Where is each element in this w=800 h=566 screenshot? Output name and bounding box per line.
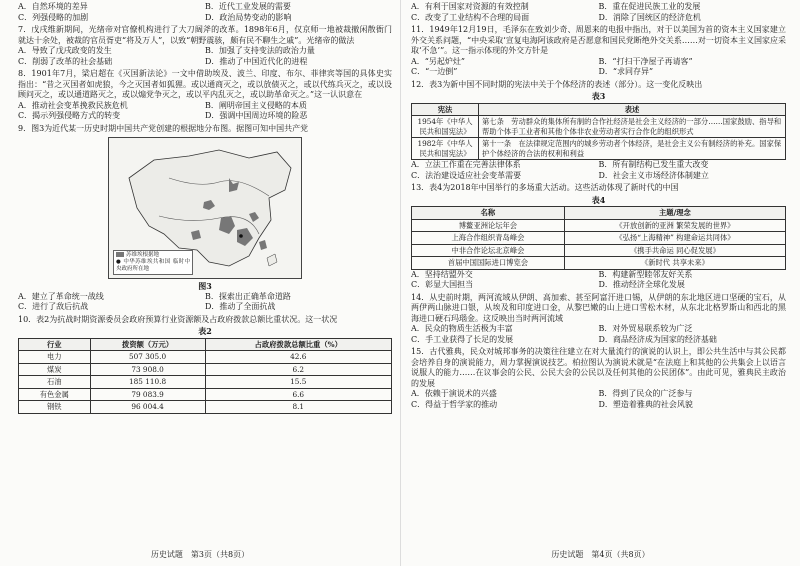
question-8 [18, 69, 392, 122]
prev-question-options-row1 [411, 2, 786, 13]
table-cell: 上海合作组织青岛峰会 [412, 232, 565, 245]
question-12 [411, 80, 786, 182]
question-14-options-row1 [411, 324, 786, 335]
question-9 [18, 124, 392, 313]
table-cell: 《开放创新的亚洲 繁荣发展的世界》 [564, 219, 785, 232]
question-12-options-row1 [411, 160, 786, 171]
q15-option-b[interactable]: B．得到了民众的广泛参与 [598, 389, 693, 398]
table-cell: 73 908.0 [90, 363, 205, 376]
question-8-text: 8．1901年7月，梁启超在《灭国新法论》一文中借助埃及、波兰、印度、布尔、菲律宾等国的具体史实指出：“昔之灭国者如虎狼，今之灭国者如狐狸。或以通商灭之，或以放债灭之，或以代练兵灭之，或以设顾问灭之，或以通道路灭之，或以煽党争灭之，或以平内乱灭之，或以助革命灭之。”这一认识意在 [18, 69, 392, 99]
table-row [412, 219, 786, 232]
question-10-text: 10．表2为抗战时期资源委员会政府预算行业资源额及占政府拨款总额比重状况。这一状况 [18, 314, 338, 324]
q8-option-b[interactable]: B．阐明帝国主义侵略的本质 [205, 100, 307, 110]
table-header-row [19, 338, 392, 351]
q11-option-a[interactable]: A．“另起炉灶” [411, 56, 465, 66]
table-row [412, 244, 786, 257]
q15-option-c[interactable]: C．得益于哲学家的推动 [411, 399, 498, 409]
table-cell: 第七条 劳动群众的集体所有制的合作社经济是社会主义经济的一部分……国家鼓励、指导和帮助个体手工业者和其他个体非农业劳动者实行合作化的组织形式 [479, 116, 786, 138]
table-2-title: 表2 [198, 326, 212, 336]
option-d[interactable]: D．政治局势变动的影响 [205, 12, 292, 22]
q15-option-d[interactable]: D．塑造着雅典的社会风貌 [598, 399, 693, 409]
q14-option-d[interactable]: D．商品经济成为国家的经济基础 [598, 334, 717, 344]
table-cell: 《携手共命运 同心促发展》 [564, 244, 785, 257]
figure-3-caption: 图3 [198, 281, 212, 291]
table-header: 主题/理念 [564, 207, 785, 220]
table-header: 宪法 [412, 103, 479, 116]
question-7-options-row1 [18, 46, 392, 57]
option-c[interactable]: C．列强侵略的加剧 [18, 12, 89, 22]
table-row [19, 351, 392, 364]
question-14-text: 14．从史前时期，两河流域从伊朗、高加索、甚至阿富汗进口锡，从伊朗的东北地区进口坚硬的宝石，从两伊两山脉进口银，从埃及和印度进口金，从黎巴嫩的山上进口雪松木材，从东北北格罗斯山和西北的黑海进口硬石玛瑙金。这反映出当时两河流域 [411, 292, 786, 323]
question-9-options-row1 [18, 292, 392, 303]
table-cell: 8.1 [205, 401, 391, 414]
question-11 [411, 25, 786, 78]
left-content [18, 2, 392, 414]
question-15-text: 15．古代雅典，民众对城邦事务的决策往往建立在对大量流行的演说的认识上，即公共生活中与其公民都会培养自身的演说能力，周力掌握演说技艺。柏拉图认为演说术就是“在法庭上和其他的公共集会上以语言说服人的能力……在议事会的公民、公民大会的公民以及任何其他的公民团体”。由此可见，雅典民主政治的发展 [411, 347, 786, 388]
question-11-options-row2 [411, 67, 786, 78]
question-11-text: 11．1949年12月19日，毛泽东在致刘少奇、周恩来的电报中指出，对于以美国为首的资本主义国家建立外交关系问题，“中央采取‘宣复电海阿该政府是否愿意和国民党断绝外交关系……对一切资本主义国家应采取‘不急’”。这一指示体现的外交方针是 [411, 25, 786, 55]
q11-option-b[interactable]: B．“打扫干净屋子再请客” [598, 56, 693, 66]
table-cell: 42.6 [205, 351, 391, 364]
table-cell: 1954年《中华人民共和国宪法》 [412, 116, 479, 138]
table-cell: 6.2 [205, 363, 391, 376]
q9-option-c[interactable]: C．进行了敌后抗战 [18, 302, 89, 311]
table-header: 占政府拨款总额比重（%） [205, 338, 391, 351]
table-cell: 煤炭 [19, 363, 91, 376]
question-13-options-row1 [411, 270, 786, 281]
prev-question-options-row1 [18, 2, 392, 13]
base-area-map [108, 137, 302, 279]
table-cell: 96 004.4 [90, 401, 205, 414]
table-cell: 博鳌亚洲论坛年会 [412, 219, 565, 232]
q9-option-b[interactable]: B．探索出正确革命道路 [205, 291, 291, 301]
question-14 [411, 293, 786, 346]
q15-option-a[interactable]: A．依赖于演说术的兴盛 [411, 389, 497, 398]
table-cell: 15.5 [205, 376, 391, 389]
question-9-options-row2 [18, 302, 392, 313]
left-page-footer: 历史试题 第3页（共8页） [150, 549, 250, 559]
option-d[interactable]: D．消除了国统区的经济危机 [598, 12, 701, 22]
table-cell: 79 083.9 [90, 388, 205, 401]
question-12-text: 12．表3为新中国不同时期的宪法中关于个体经济的表述（部分）。这一变化反映出 [411, 79, 703, 89]
table-header: 行业 [19, 338, 91, 351]
q13-option-a[interactable]: A．坚持结盟外交 [411, 269, 473, 279]
option-a[interactable]: A．自然环境的差异 [18, 2, 88, 11]
table-header: 表述 [479, 103, 786, 116]
table-cell: 507 305.0 [90, 351, 205, 364]
question-15-options-row2 [411, 400, 786, 411]
right-page [401, 0, 800, 566]
q9-option-d[interactable]: D．推动了全面抗战 [205, 302, 276, 311]
q14-option-c[interactable]: C．手工业获得了长足的发展 [411, 334, 514, 344]
question-15-options-row1 [411, 389, 786, 400]
q8-option-a[interactable]: A．推动社会变革挽救民族危机 [18, 100, 128, 110]
q7-option-c[interactable]: C．削弱了改革的社会基础 [18, 56, 113, 66]
question-9-text: 9．图3为近代某一历史时期中国共产党创建的根据地分布图。据图可知中国共产党 [18, 123, 309, 133]
table-header-row [412, 207, 786, 220]
option-b[interactable]: B．近代工业发展的需要 [205, 2, 291, 11]
q12-option-d[interactable]: D．社会主义市场经济体制建立 [598, 170, 709, 180]
question-15 [411, 347, 786, 410]
option-a[interactable]: A．有利于国家对资源的有效控制 [411, 2, 529, 11]
table-2 [18, 338, 392, 414]
table-cell: 《新时代 共享未来》 [564, 257, 785, 270]
table-cell: 中非合作论坛北京峰会 [412, 244, 565, 257]
question-10 [18, 315, 392, 414]
q12-option-a[interactable]: A．立法工作重在完善法律体系 [411, 160, 521, 169]
q12-option-c[interactable]: C．法治建设适应社会变革需要 [411, 170, 522, 180]
prev-question-options-row2 [18, 13, 392, 24]
table-cell: 第十一条 在法律规定范围内的城乡劳动者个体经济，是社会主义公有制经济的补充。国家保护个体经济的合法的权利和利益 [479, 138, 786, 160]
table-cell: 185 110.8 [90, 376, 205, 389]
table-3 [411, 103, 786, 161]
table-4 [411, 206, 786, 270]
question-13-text: 13．表4为2018年中国举行的多场重大活动。这些活动体现了新时代的中国 [411, 183, 679, 192]
q12-option-b[interactable]: B．所有制结构已发生重大改变 [598, 160, 709, 169]
table-row [19, 388, 392, 401]
table-row [412, 257, 786, 270]
q11-option-c[interactable]: C．“一边倒” [411, 67, 458, 76]
table-row [412, 116, 786, 138]
legend-soviet-area: 苏维埃根据地 [116, 252, 190, 259]
table-cell: 钢铁 [19, 401, 91, 414]
question-13 [411, 183, 786, 291]
q9-option-a[interactable]: A．建立了革命统一战线 [18, 291, 104, 301]
table-row [412, 232, 786, 245]
q14-option-b[interactable]: B．对外贸易联系较为广泛 [598, 324, 693, 333]
table-3-title: 表3 [591, 91, 606, 101]
option-c[interactable]: C．改变了工业结构不合理的局面 [411, 12, 530, 22]
table-header: 拨资额（万元） [90, 338, 205, 351]
question-8-options-row2 [18, 111, 392, 122]
table-cell: 1982年《中华人民共和国宪法》 [412, 138, 479, 160]
question-13-options-row2 [411, 280, 786, 291]
table-cell: 电力 [19, 351, 91, 364]
q8-option-c[interactable]: C．揭示列强侵略方式的转变 [18, 111, 121, 120]
q11-option-d[interactable]: D．“求同存异” [598, 67, 654, 76]
table-row [19, 363, 392, 376]
q13-option-c[interactable]: C．彰显大国担当 [411, 280, 474, 289]
table-cell: 首届中国国际进口博览会 [412, 257, 565, 270]
q7-option-a[interactable]: A．导致了戊戌政变的发生 [18, 46, 112, 55]
prev-question-options-row2 [411, 13, 786, 24]
table-cell: 《弘扬“上海精神” 构建命运共同体》 [564, 232, 785, 245]
question-12-options-row2 [411, 171, 786, 182]
legend-swatch-icon [116, 252, 124, 257]
table-cell: 6.6 [205, 388, 391, 401]
q13-option-d[interactable]: D．推动经济全球化发展 [598, 280, 685, 289]
table-row [412, 138, 786, 160]
table-cell: 石油 [19, 376, 91, 389]
legend-capital: ● 中华苏维埃共和国 临时中央政府所在地 [116, 259, 190, 272]
right-page-footer: 历史试题 第4页（共8页） [551, 549, 650, 559]
q14-option-a[interactable]: A．民众的物质生活极为丰富 [411, 324, 513, 333]
question-14-options-row2 [411, 335, 786, 346]
question-11-options-row1 [411, 57, 786, 68]
q7-option-b[interactable]: B．加强了支持变法的政治力量 [205, 46, 315, 55]
question-7-text: 7．戊戌维新期间，光绪帝对官僚机构进行了大刀阔斧的改革。1898年6月，仅京师一地被裁撤闲散衙门就达十余处，被裁的官员胥吏“将及万人”，以致“朝野震骇，颇有民不聊生之戚”。光绪帝的做法 [18, 25, 392, 45]
q13-option-b[interactable]: B．构建新型睦邻友好关系 [598, 269, 693, 279]
table-cell: 有色金属 [19, 388, 91, 401]
table-4-title: 表4 [591, 194, 606, 205]
q8-option-d[interactable]: D．强调中国周边环境的险恶 [205, 111, 308, 120]
question-7-options-row2 [18, 57, 392, 68]
right-content [411, 2, 786, 410]
question-7 [18, 25, 392, 67]
q7-option-d[interactable]: D．推动了中国近代化的进程 [205, 56, 308, 66]
table-row [19, 376, 392, 389]
question-8-options-row1 [18, 101, 392, 112]
legend-dot-icon: ● [116, 259, 122, 265]
map-legend [113, 250, 193, 275]
table-header: 名称 [412, 207, 565, 220]
table-row [19, 401, 392, 414]
table-header-row [412, 103, 786, 116]
option-b[interactable]: B．重在促进民族工业的发展 [598, 2, 701, 11]
